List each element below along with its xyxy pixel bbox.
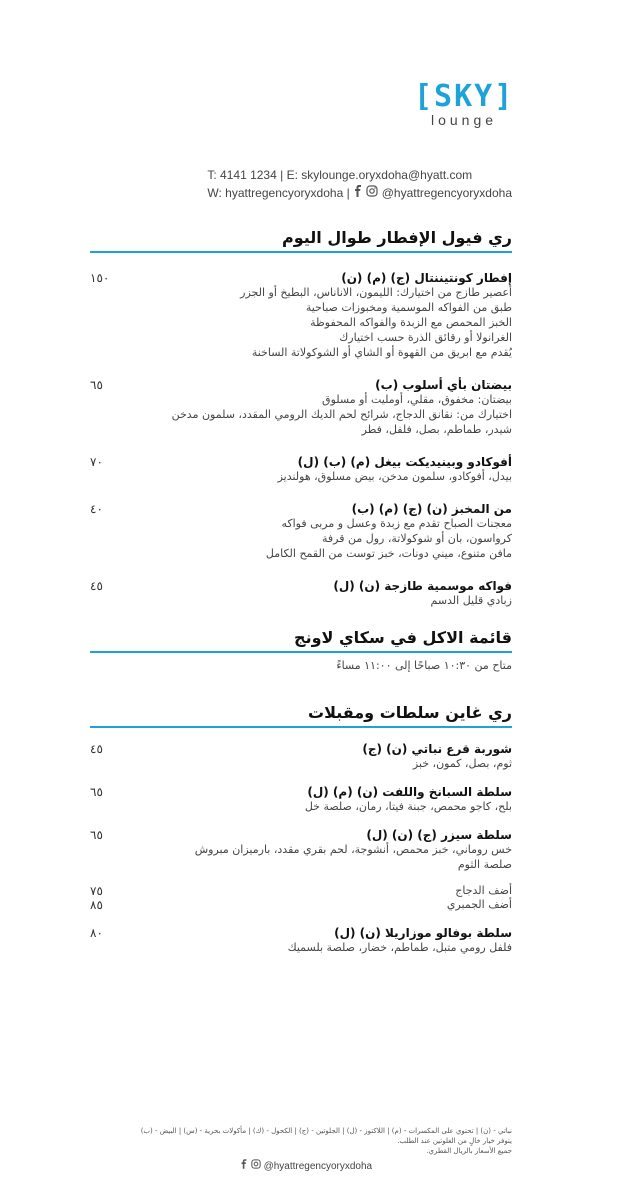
menu-item-name: من المخبز (ن) (ج) (م) (ب) [351, 502, 512, 516]
description-line: أعصير طازج من اختيارك: الليمون، الاناناس، البطيخ أو الجزر [240, 286, 512, 299]
availability-note: متاح من ١٠:٣٠ صباحًا إلى ١١:٠٠ مساءً [336, 659, 512, 672]
add-on-row [90, 884, 512, 898]
menu-item [90, 502, 512, 561]
contact-handle: @hyattregencyoryxdoha [381, 186, 512, 200]
description-line: كرواسون، بان أو شوكولاتة، رول من قرفة [321, 532, 512, 545]
menu-item-name: سلطة السبانخ واللفت (ن) (م) (ل) [307, 785, 512, 799]
menu-item-name: سلطة بوفالو موزاريلا (ن) (ل) [334, 926, 512, 940]
description-line: بيدل، أفوكادو، سلمون مدخن، بيض مسلوق، هولنديز [277, 470, 512, 483]
description-line: الخبز المحمص مع الزبدة والفواكه المحفوظة [310, 316, 512, 329]
section-salads [90, 703, 512, 955]
description-line: خس روماني، خبز محمص، أنشوجة، لحم بقري مقدد، بارميزان مبروش [194, 843, 512, 856]
menu-item-price: ٤٠ [90, 502, 103, 516]
menu-item-name: إفطار كونتيننتال (ج) (م) (ن) [341, 271, 512, 285]
footer-social [240, 1159, 372, 1172]
description-line: معجنات الصباح تقدم مع زبدة وعسل و مربى فواكه [281, 517, 512, 530]
description-line: مافن متنوع، ميني دونات، خبز توست من القمح الكامل [265, 547, 512, 560]
section-title-allday: قائمة الاكل في سكاي لاونج [90, 628, 512, 653]
menu-item-name: بيضتان بأي أسلوب (ب) [375, 378, 512, 392]
logo-text: [SKY] [414, 79, 515, 114]
footer-handle: @hyattregencyoryxdoha [263, 1161, 373, 1172]
add-on-price: ٨٥ [90, 898, 103, 912]
footer-legend [90, 1126, 512, 1156]
instagram-icon[interactable] [251, 1161, 264, 1172]
menu-item-description [90, 516, 512, 561]
description-line: بلح، كاجو محمص، جبنة فيتا، رمان، صلصة خل [304, 800, 512, 813]
menu-item [90, 742, 512, 771]
menu-item-name: سلطة سيزر (ج) (ن) (ل) [366, 828, 512, 842]
menu-item-description [90, 469, 512, 484]
facebook-icon[interactable] [240, 1161, 251, 1172]
section-title-breakfast: ري فيول الإفطار طوال اليوم [90, 228, 512, 253]
description-line: صلصة الثوم [457, 858, 512, 871]
contact-web-social [207, 184, 512, 203]
menu-item [90, 926, 512, 955]
menu-item [90, 785, 512, 814]
menu-item [90, 378, 512, 437]
menu-item-description [90, 285, 512, 360]
logo-subtitle: lounge [430, 112, 498, 128]
menu-item-price: ٤٥ [90, 742, 103, 756]
contact-info [207, 166, 512, 203]
menu-item-description [90, 593, 512, 608]
menu-item-description [90, 799, 512, 814]
instagram-icon[interactable] [366, 185, 378, 203]
description-line: اختيارك من: نقانق الدجاج، شرائح لحم الديك الرومي المقدد، سلمون مدخن [171, 408, 512, 421]
description-line: يُقدم مع ابريق من القهوة أو الشاي أو الشوكولاتة الساخنة [251, 346, 512, 359]
facebook-icon[interactable] [353, 185, 363, 203]
menu-item-name: فواكه موسمية طازجة (ن) (ل) [333, 579, 512, 593]
add-on-label: أضف الجمبري [446, 898, 512, 911]
add-on-label: أضف الدجاج [455, 884, 512, 897]
menu-item [90, 579, 512, 608]
description-line: زبادي قليل الدسم [430, 594, 512, 607]
section-allday [90, 628, 512, 672]
menu-item-price: ٦٥ [90, 828, 103, 842]
gluten-free-note: يتوفر خيار خالٍ من الغلوتين عند الطلب. [397, 1137, 512, 1145]
menu-item-description [90, 756, 512, 771]
menu-item-name: شوربة قرع نباتي (ن) (ج) [362, 742, 512, 756]
menu-item [90, 828, 512, 912]
menu-item-description [90, 842, 512, 872]
description-line: بيضتان: مخفوق، مقلي، أومليت أو مسلوق [322, 393, 512, 406]
add-on-row [90, 898, 512, 912]
menu-item-description [90, 940, 512, 955]
menu-item-price: ٤٥ [90, 579, 103, 593]
menu-item [90, 455, 512, 484]
description-line: الغرانولا أو رقائق الذرة حسب اختيارك [339, 331, 512, 344]
menu-item-price: ٨٠ [90, 926, 103, 940]
menu-item-description [90, 392, 512, 437]
menu-item-name: أفوكادو وبينيديكت بيغل (م) (ب) (ل) [297, 455, 512, 469]
dietary-legend: نباتي - (ن) | تحتوي على المكسرات - (م) | اللاكتوز - (ل) | الجلوتين - (ج) | الكحول - (ك) | مأكولات بحرية - (س) | البيض - (ب) [140, 1127, 512, 1135]
add-on-price: ٧٥ [90, 884, 103, 898]
currency-note: جميع الأسعار بالريال القطري. [426, 1147, 512, 1155]
description-line: ثوم، بصل، كمون، خبز [412, 757, 512, 770]
menu-item-price: ٦٥ [90, 378, 103, 392]
menu-item-price: ١٥٠ [90, 271, 110, 285]
contact-phone-email: T: 4141 1234 | E: skylounge.oryxdoha@hyatt.com [207, 168, 473, 182]
section-breakfast [90, 228, 512, 608]
menu-item-price: ٧٠ [90, 455, 103, 469]
sky-lounge-logo [414, 80, 514, 128]
menu-item-price: ٦٥ [90, 785, 103, 799]
contact-website: W: hyattregencyoryxdoha | [207, 186, 350, 200]
section-title-salads: ري غاين سلطات ومقبلات [90, 703, 512, 728]
add-ons [90, 884, 512, 912]
description-line: طبق من الفواكه الموسمية ومخبوزات صباحية [305, 301, 512, 314]
description-line: شيدر، طماطم، بصل، فلفل، فطر [361, 423, 512, 436]
menu-item [90, 271, 512, 360]
description-line: فلفل رومي متبل، طماطم، خضار، صلصة بلسميك [287, 941, 512, 954]
